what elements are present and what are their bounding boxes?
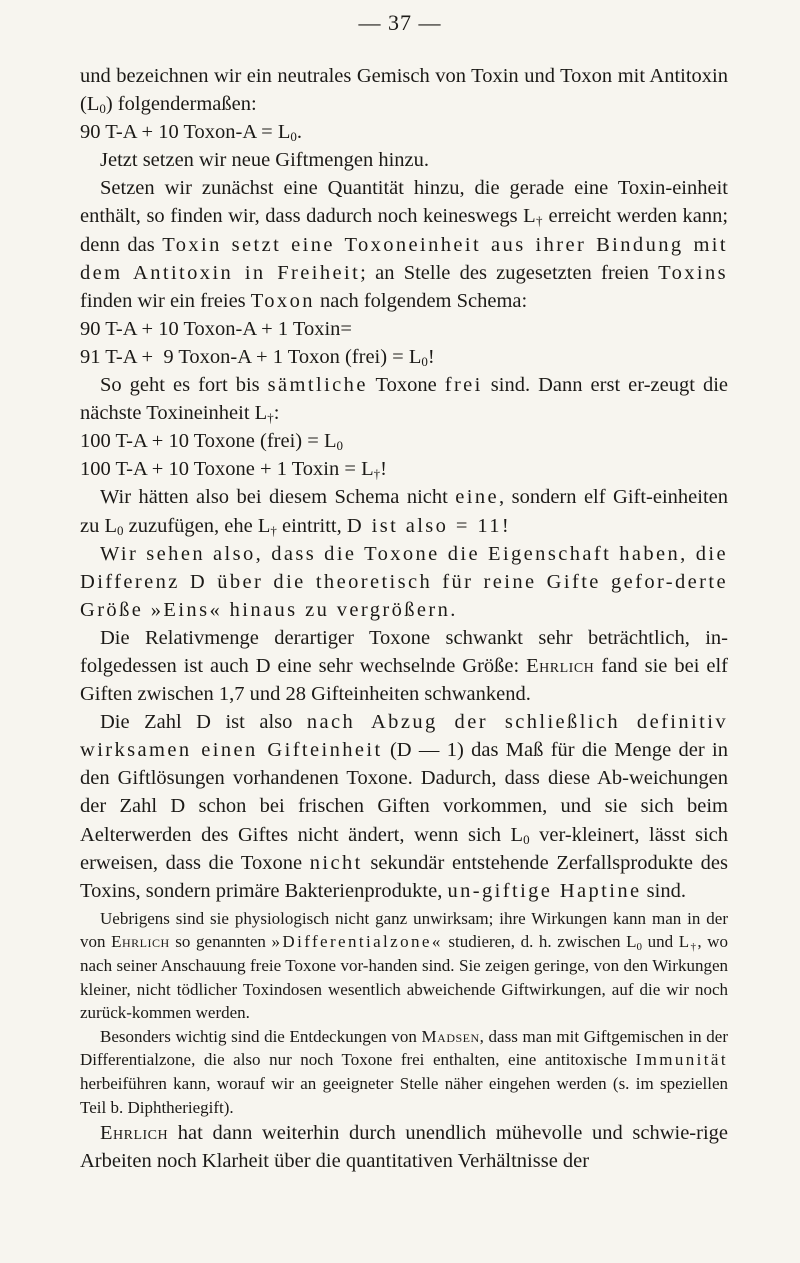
emphasis: eine xyxy=(455,486,500,509)
emphasis: nicht xyxy=(309,851,363,874)
formula-text: ! xyxy=(427,345,435,368)
text-run: ) folgendermaßen: xyxy=(105,93,257,116)
text-run: sekundär entstehende Zerfallsprodukte des Toxins, sondern primäre Bakterienprodukte, xyxy=(80,851,728,902)
subscript: 0 xyxy=(290,129,297,145)
formula-text: ! xyxy=(380,458,387,481)
formula-text: 90 T-A + 10 Toxon-A = L xyxy=(80,121,291,144)
paragraph-lead xyxy=(80,62,728,118)
text-run: Besonders wichtig sind die Entdeckungen von xyxy=(100,1026,422,1046)
emphasis: Immunität xyxy=(635,1050,728,1070)
formula-neutral-mixture xyxy=(80,118,728,146)
paragraph-so-geht xyxy=(80,371,728,427)
author-name: Madsen xyxy=(421,1026,480,1046)
text-run: , sondern elf Gift-einheiten zu L xyxy=(80,486,728,537)
small-paragraph-uebrigens xyxy=(80,907,728,1025)
emphasis: frei xyxy=(444,374,483,397)
text-run: So geht es fort bis xyxy=(100,374,268,397)
formula-toxone-free xyxy=(80,427,728,455)
formula-toxin-added xyxy=(80,455,728,483)
subscript: † xyxy=(689,941,698,954)
formula-text: . xyxy=(296,121,303,144)
paragraph-wir-sehen: Wir sehen also, dass die Toxone die Eigenschaft haben, die Differenz D über die theoretisch für reine Gifte gefor-derte Größe »Eins« hinaus zu vergrößern. xyxy=(80,542,728,621)
text-run: herbeiführen kann, worauf wir an geeigneter Stelle näher eingehen werden (s. im speziellen Teil b. Diphtheriegift). xyxy=(80,1073,728,1117)
subscript: 0 xyxy=(421,353,428,369)
text-run: hat dann weiterhin durch unendlich mühevolle und schwie-rige Arbeiten noch Klarheit über die quantitativen Verhältnisse der xyxy=(80,1122,728,1173)
formula-text: 91 T-A + 9 Toxon-A + 1 Toxon (frei) = L xyxy=(80,345,422,368)
emphasis: Toxin setzt eine Toxoneinheit aus ihrer Bindung mit dem Antitoxin in Freiheit xyxy=(80,233,728,284)
formula-schema-line-1 xyxy=(80,315,728,343)
subscript: † xyxy=(535,213,543,229)
author-name: Ehrlich xyxy=(111,932,170,952)
emphasis: D ist also = 11! xyxy=(346,514,512,537)
body-text xyxy=(80,62,728,1175)
subscript: 0 xyxy=(99,101,106,117)
paragraph-zahl-d xyxy=(80,708,728,905)
text-run: ; an Stelle des zugesetzten freien xyxy=(360,261,659,284)
subscript: 0 xyxy=(117,522,124,538)
paragraph-relativmenge xyxy=(80,624,728,708)
subscript: † xyxy=(373,466,381,482)
text-run: studieren, d. h. zwischen L xyxy=(442,932,637,952)
formula-text: 90 T-A + 10 Toxon-A + 1 Toxin= xyxy=(80,317,352,340)
text-run: , dass man mit Giftgemischen in der Differentialzone, die also nur noch Toxone frei enthalten, eine antitoxische xyxy=(80,1026,728,1070)
text-run: so genannten xyxy=(169,932,272,952)
text-run: : xyxy=(273,402,280,425)
emphasis: »Differentialzone« xyxy=(271,932,443,952)
formula-text: 100 T-A + 10 Toxone + 1 Toxin = L xyxy=(80,458,374,481)
paragraph-ehrlich-final xyxy=(80,1119,728,1175)
author-name: Ehrlich xyxy=(100,1122,169,1145)
text-run: Uebrigens sind sie physiologisch nicht ganz unwirksam; ihre Wirkungen kann man in der von xyxy=(80,908,728,952)
subscript: 0 xyxy=(636,941,643,954)
text-run: ver-kleinert, lässt sich erweisen, dass die Toxone xyxy=(80,823,729,874)
subscript: 0 xyxy=(336,438,343,454)
emphasis: un-giftige Haptine xyxy=(447,879,642,902)
text-run: Die Zahl D ist also xyxy=(100,711,307,734)
text-run: und bezeichnen wir ein neutrales Gemisch von Toxin und Toxon mit Antitoxin (L xyxy=(80,65,728,116)
text-run: (D — 1) das Maß für die Menge der in den Giftlösungen vorhandenen Toxone. Dadurch, dass diese Ab-weichungen der Zahl D schon bei frischen Giften vorkommen, und sie sich beim Aelterwerden des Giftes nicht ändert, wenn sich L xyxy=(80,739,728,846)
text-run: erreicht werden kann; denn das xyxy=(80,205,729,256)
subscript: † xyxy=(267,410,274,426)
subscript: † xyxy=(270,522,277,538)
text-run: Wir hätten also bei diesem Schema nicht xyxy=(100,486,456,509)
emphasis: Toxins xyxy=(658,261,728,284)
paragraph-jetzt: Jetzt setzen wir neue Giftmengen hinzu. xyxy=(100,149,430,172)
text-run: Die Relativmenge derartiger Toxone schwankt sehr beträchtlich, in-folgedessen ist auch D eine sehr wechselnde Größe: xyxy=(80,626,728,677)
emphasis: sämtliche xyxy=(267,374,368,397)
emphasis: nach Abzug der schließlich definitiv wirksamen einen Gifteinheit xyxy=(80,711,728,762)
author-name: Ehrlich xyxy=(526,654,595,677)
text-run: und L xyxy=(642,932,690,952)
formula-text: 100 T-A + 10 Toxone (frei) = L xyxy=(80,430,337,453)
text-run: zuzufügen, ehe L xyxy=(123,514,271,537)
paragraph-wir-haetten xyxy=(80,483,728,539)
text-run: sind. Dann erst er-zeugt die nächste Toxineinheit L xyxy=(80,374,728,425)
text-run: fand sie bei elf Giften zwischen 1,7 und 28 Gifteinheiten schwankend. xyxy=(80,654,728,706)
paragraph-setzen xyxy=(80,174,728,314)
text-run: eintritt, xyxy=(276,514,347,537)
text-run: finden wir ein freies xyxy=(80,289,251,312)
text-run: nach folgendem Schema: xyxy=(314,289,528,312)
subscript: 0 xyxy=(523,831,530,847)
small-paragraph-madsen xyxy=(80,1025,728,1119)
text-run: , wo nach seiner Anschauung freie Toxone vor-handen sind. Sie zeigen geringe, von den Wirkungen kleiner, nicht tödlicher Toxindosen wesentlich abweichende Giftwirkungen, auf die wir noch zurück-kommen werden. xyxy=(80,932,729,1023)
formula-schema-line-2 xyxy=(80,343,728,371)
page-number: — 37 — xyxy=(358,10,442,35)
footnote-block xyxy=(80,907,728,1119)
text-run: Toxone xyxy=(367,374,445,397)
emphasis: Toxon xyxy=(250,289,315,312)
text-run: sind. xyxy=(641,879,686,902)
text-run: Setzen wir zunächst eine Quantität hinzu, die gerade eine Toxin-einheit enthält, so finden wir, dass dadurch noch keineswegs L xyxy=(80,177,728,228)
